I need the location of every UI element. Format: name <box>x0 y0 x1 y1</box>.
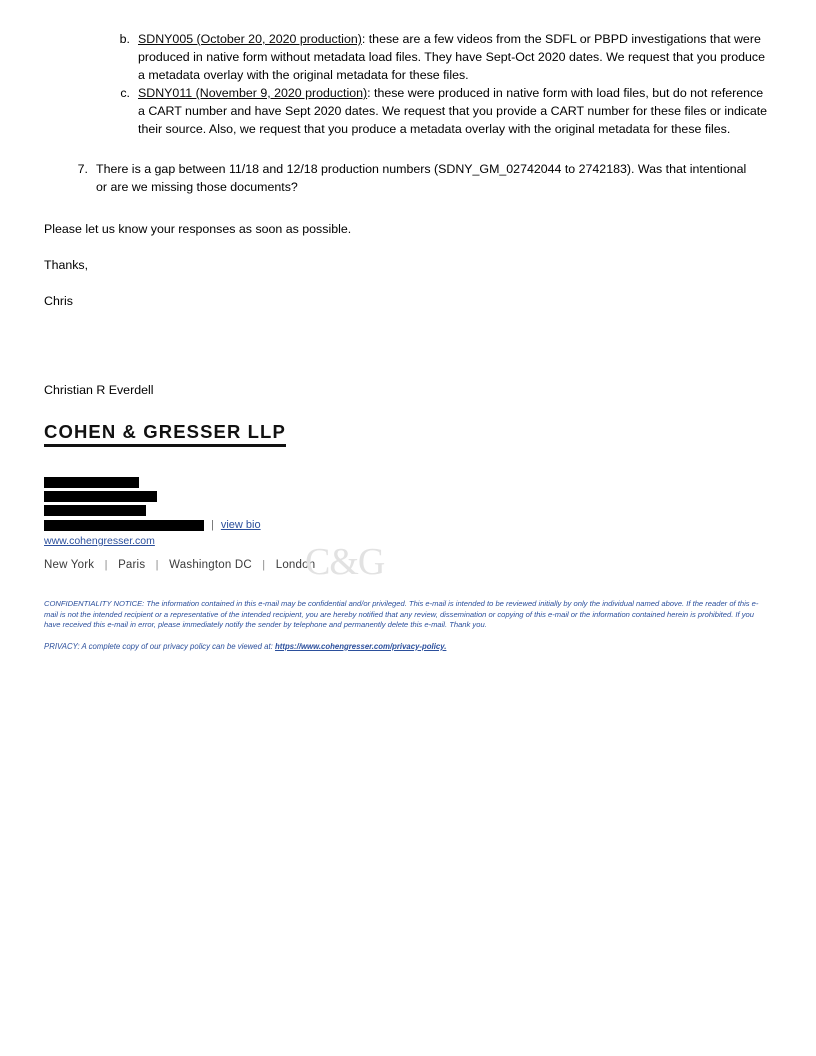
numbered-list <box>44 160 770 196</box>
redaction-bar <box>44 505 146 516</box>
list-item <box>44 160 770 196</box>
offices-line <box>44 559 770 571</box>
thanks-line: Thanks, <box>44 258 89 272</box>
list-marker: b. <box>119 32 130 46</box>
production-link[interactable]: SDNY005 (October 20, 2020 production) <box>138 32 362 46</box>
list-marker: 7. <box>77 162 88 176</box>
redaction-row-with-bio <box>44 519 770 531</box>
firm-logo: COHEN & GRESSER LLP <box>44 421 286 447</box>
sub-list <box>44 30 770 138</box>
website-link[interactable]: www.cohengresser.com <box>44 535 155 547</box>
closing-request: Please let us know your responses as soon as possible. <box>44 222 352 236</box>
separator: | <box>262 559 266 571</box>
list-item <box>44 84 770 138</box>
privacy-policy-link[interactable]: https://www.cohengresser.com/privacy-policy. <box>275 641 447 651</box>
privacy-notice-label: PRIVACY: A complete copy of our privacy policy can be viewed at: <box>44 641 273 651</box>
confidentiality-notice: CONFIDENTIALITY NOTICE: The information contained in this e-mail may be confidential and/or privileged. This e-mail is intended to be reviewed initially by only the individual named above. If the reader of this e-mail is not the intended recipient or a representative of the intended recipient, you are hereby notified that any review, dissemination or copying of this e-mail or the information contained herein is prohibited. If you have received this e-mail in error, please immediately notify the sender by telephone and permanently delete this e-mail. Thank you. <box>44 599 759 630</box>
production-link[interactable]: SDNY011 (November 9, 2020 production) <box>138 86 368 100</box>
firm-watermark-icon: C&G <box>305 541 385 583</box>
separator: | <box>104 559 108 571</box>
list-item-text: : these are a few videos from the SDFL or PBPD investigations that were produced in native form without metadata load files. They have Sept-Oct 2020 dates. We request that you produce a metadata overlay with the original metadata for these files. <box>138 32 766 82</box>
list-item-body <box>138 30 770 84</box>
office-new-york: New York <box>44 559 95 571</box>
separator: | <box>211 519 214 531</box>
office-london: London <box>275 559 316 571</box>
sender-full-name: Christian R Everdell <box>44 383 154 397</box>
redaction-bar <box>44 520 204 531</box>
list-item-body <box>138 84 770 138</box>
office-paris: Paris <box>118 559 146 571</box>
signoff-name: Chris <box>44 294 73 308</box>
redacted-contact-block <box>44 477 770 547</box>
list-marker: c. <box>120 86 130 100</box>
redaction-bar <box>44 477 139 488</box>
view-bio-link[interactable]: view bio <box>220 519 261 531</box>
list-item-text: There is a gap between 11/18 and 12/18 production numbers (SDNY_GM_02742044 to 2742183). Was that intentional or are we missing those documents? <box>96 162 747 194</box>
separator: | <box>155 559 159 571</box>
list-item <box>44 30 770 84</box>
list-item-text: : these were produced in native form with load files, but do not reference a CART number and have Sept 2020 dates. We request that you provide a CART number for these files or indicate their source. Also, we request that you produce a metadata overlay with the original metadata for these files. <box>138 86 768 136</box>
redaction-bar <box>44 491 157 502</box>
office-washington-dc: Washington DC <box>169 559 252 571</box>
privacy-notice <box>44 641 770 652</box>
